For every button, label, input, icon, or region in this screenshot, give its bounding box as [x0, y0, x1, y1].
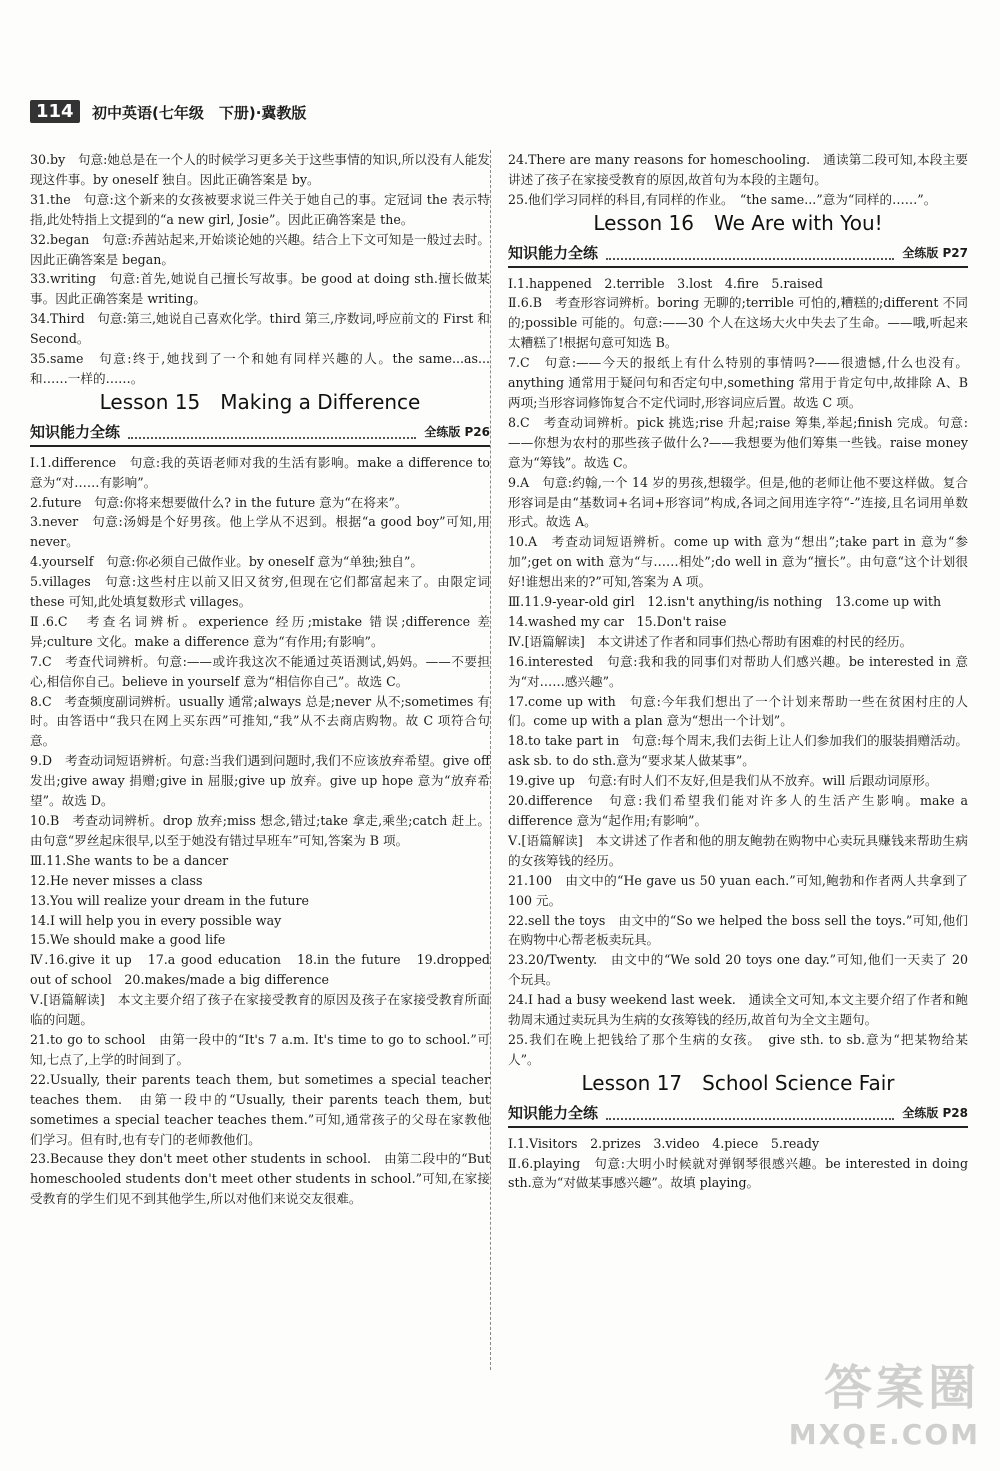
watermark-main: 答案圈: [823, 1360, 980, 1416]
answer-item: 3.never 句意:汤姆是个好男孩。他上学从不迟到。根据“a good boy”可知,用 never。: [30, 514, 490, 550]
answer-list: [508, 150, 968, 210]
book-title: 初中英语(七年级 下册)·冀教版: [92, 104, 307, 122]
answer-item: 20.difference 句意:我们希望我们能对许多人的生活产生影响。make a difference 意为“起作用;有影响”。: [508, 793, 968, 828]
answer-item: 22.sell the toys 由文中的“So we helped the boss sell the toys.”可知,他们在购物中心帮老板卖玩具。: [508, 912, 968, 948]
answer-item: Ⅳ.16.give it up 17.a good education 18.in the future 19.dropped out of school 20.makes/made a big difference: [30, 952, 490, 988]
answer-item: 14.washed my car 15.Don't raise: [508, 613, 727, 629]
section-title: 知识能力全练: [508, 243, 599, 262]
answer-item: 2.future 句意:你将来想要做什么? in the future 意为“在将来”。: [30, 494, 408, 510]
answer-item: Ⅴ.[语篇解读] 本文主要介绍了孩子在家接受教育的原因及孩子在家接受教育所面临的问题。: [30, 992, 490, 1028]
page-header: [30, 100, 970, 130]
section-title: 知识能力全练: [30, 422, 121, 441]
answer-item: Ⅱ.6.B 考查形容词辨析。boring 无聊的;terrible 可怕的,糟糕的;different 不同的;possible 可能的。句意:——30 个人在这场大火中失去了生命。——哦,听起来太糟糕了!根据句意可知选 B。: [508, 295, 968, 351]
answer-item: 5.villages 句意:这些村庄以前又旧又贫穷,但现在它们都富起来了。由限定词 these 可知,此处填复数形式 villages。: [30, 574, 490, 610]
answer-item: 7.C 句意:——今天的报纸上有什么特别的事情吗?——很遗憾,什么也没有。anything 通常用于疑问句和否定句中,something 常用于肯定句中,故排除 A、B 两项;当形容词修饰复合不定代词时,形容词应后置。故选 C 项。: [508, 355, 968, 410]
answer-item: 31.the 句意:这个新来的女孩被要求说三件关于她自己的事。定冠词 the 表示特指,此处特指上文提到的“a new girl, Josie”。因此正确答案是 the。: [30, 191, 490, 227]
answer-item: Ⅰ.1.Visitors 2.prizes 3.video 4.piece 5.ready: [508, 1135, 820, 1151]
answer-item: 15.We should make a good life: [30, 932, 226, 948]
answer-item: 25.他们学习同样的科目,有同样的作业。 “the same...”意为“同样的……”。: [508, 191, 937, 207]
answer-item: 16.interested 句意:我和我的同事们对帮助人们感兴趣。be interested in 意为“对……感兴趣”。: [508, 653, 968, 689]
right-column: [508, 150, 968, 1193]
section-header: [508, 1104, 968, 1128]
lesson-17-title: Lesson 17 School Science Fair: [581, 1070, 895, 1095]
answer-list: [30, 453, 490, 1209]
answer-item: Ⅱ.6.C 考查名词辨析。experience 经历;mistake 错误;difference 差异;culture 文化。make a difference 意为“有作用;有影响”。: [30, 613, 490, 649]
answer-item: 24.I had a busy weekend last week. 通读全文可知,本文主要介绍了作者和鲍勃周末通过卖玩具为生病的女孩筹钱的经历,故首句为全文主题句。: [508, 992, 968, 1028]
answer-item: 25.我们在晚上把钱给了那个生病的女孩。 give sth. to sb.意为“把某物给某人”。: [508, 1031, 968, 1067]
answer-item: 9.A 句意:约翰,一个 14 岁的男孩,想辍学。但是,他的老师让他不要这样做。复合形容词是由“基数词+名词+形容词”构成,各词之间用连字符“-”连接,且名词用单数形式。故选 A。: [508, 474, 968, 530]
answer-list: [508, 274, 968, 1070]
answer-item: 18.to take part in 句意:每个周末,我们去街上让人们参加我们的服装捐赠活动。ask sb. to do sth.意为“要求某人做某事”。: [508, 733, 968, 769]
answer-item: 33.writing 句意:首先,她说自己擅长写故事。be good at doing sth.擅长做某事。因此正确答案是 writing。: [30, 271, 490, 307]
answer-item: 35.same 句意:终于,她找到了一个和她有同样兴趣的人。the same...as... 和……一样的……。: [30, 351, 490, 386]
answer-item: 13.You will realize your dream in the future: [30, 892, 309, 908]
answer-item: Ⅳ.[语篇解读] 本文讲述了作者和同事们热心帮助有困难的村民的经历。: [508, 633, 913, 649]
section-header: [508, 244, 968, 268]
answer-item: Ⅱ.6.playing 句意:大明小时候就对弹钢琴很感兴趣。be interested in doing sth.意为“对做某事感兴趣”。故填 playing。: [508, 1155, 968, 1191]
dotted-leader: [606, 258, 894, 260]
answer-item: 23.20/Twenty. 由文中的“We sold 20 toys one day.”可知,他们一天卖了 20 个玩具。: [508, 952, 968, 988]
answer-item: 21.to go to school 由第一段中的“It's 7 a.m. It's time to go to school.”可知,七点了,上学的时间到了。: [30, 1031, 490, 1067]
section-ref: 全练版 P27: [902, 245, 968, 260]
answer-item: 32.began 句意:乔茜站起来,开始谈论她的兴趣。结合上下文可知是一般过去时。因此正确答案是 began。: [30, 231, 490, 267]
watermark-logo: [789, 1349, 980, 1451]
watermark-sub: MXQE.COM: [788, 1418, 980, 1451]
answer-item: 21.100 由文中的“He gave us 50 yuan each.”可知,鲍勃和作者两人共拿到了 100 元。: [508, 872, 968, 908]
answer-item: Ⅰ.1.happened 2.terrible 3.lost 4.fire 5.raised: [508, 275, 823, 291]
answer-item: 23.Because they don't meet other students in school. 由第二段中的“But homeschooled students don't meet other students in school.”可知,在家接受教育的学生们见不到其他学生,所以对他们来说交友很难。: [30, 1151, 490, 1207]
section-title: 知识能力全练: [508, 1103, 599, 1122]
left-column: [30, 150, 490, 1209]
answer-item: Ⅴ.[语篇解读] 本文讲述了作者和他的朋友鲍勃在购物中心卖玩具赚钱来帮助生病的女孩筹钱的经历。: [508, 832, 968, 868]
answer-item: 12.He never misses a class: [30, 872, 203, 888]
answer-item: Ⅰ.1.difference 句意:我的英语老师对我的生活有影响。make a difference to 意为“对……有影响”。: [30, 454, 490, 490]
answer-item: 19.give up 句意:有时人们不友好,但是我们从不放弃。will 后跟动词原形。: [508, 773, 938, 789]
dotted-leader: [606, 1118, 894, 1120]
answer-item: 17.come up with 句意:今年我们想出了一个计划来帮助一些在贫困村庄的人们。come up with a plan 意为“想出一个计划”。: [508, 693, 968, 729]
section-header: [30, 423, 490, 447]
lesson-15-title: Lesson 15 Making a Difference: [99, 389, 421, 414]
dotted-leader: [128, 437, 416, 439]
answer-list: [508, 1134, 968, 1194]
answer-item: 10.B 考查动词辨析。drop 放弃;miss 想念,错过;take 拿走,乘坐;catch 赶上。由句意“罗丝起床很早,以至于她没有错过早班车”可知,答案为 B 项。: [30, 813, 490, 848]
answer-item: 9.D 考查动词短语辨析。句意:当我们遇到问题时,我们不应该放弃希望。give off 发出;give away 捐赠;give in 屈服;give up 放弃。give up hope 意为“放弃希望”。故选 D。: [30, 753, 490, 809]
answer-item: Ⅲ.11.She wants to be a dancer: [30, 852, 229, 868]
answer-item: 10.A 考查动词短语辨析。come up with 意为“想出”;take part in 意为“参加”;get on with 意为“与……相处”;do well in 意为“擅长”。由句意“这个计划很好!谁想出来的?”可知,答案为 A 项。: [508, 534, 968, 590]
page-number: 114: [30, 100, 80, 123]
answer-item: 4.yourself 句意:你必须自己做作业。by oneself 意为“单独;独自”。: [30, 554, 424, 570]
answer-item: 8.C 考查动词辨析。pick 挑选;rise 升起;raise 筹集,举起;finish 完成。句意:——你想为农村的那些孩子做什么?——我想要为他们筹集一些钱。raise money 意为“筹钱”。故选 C。: [508, 414, 968, 470]
answer-item: 24.There are many reasons for homeschooling. 通读第二段可知,本段主要讲述了孩子在家接受教育的原因,故首句为本段的主题句。: [508, 152, 968, 187]
answer-item: Ⅲ.11.9-year-old girl 12.isn't anything/is nothing 13.come up with: [508, 594, 942, 610]
section-ref: 全练版 P26: [424, 424, 490, 439]
column-divider: [490, 150, 491, 1370]
answer-item: 22.Usually, their parents teach them, but sometimes a special teacher teaches them. 由第一段中的“Usually, their parents teach them, but sometimes a special teacher teaches them.”可知,通常孩子的父母在家教他们学习。但有时,也有专门的老师教他们。: [30, 1071, 490, 1147]
answer-item: 30.by 句意:她总是在一个人的时候学习更多关于这些事情的知识,所以没有人能发现这件事。by oneself 独自。因此正确答案是 by。: [30, 152, 490, 187]
section-ref: 全练版 P28: [902, 1105, 968, 1120]
answer-item: 8.C 考查频度副词辨析。usually 通常;always 总是;never 从不;sometimes 有时。由答语中“我只在网上买东西”可推知,“我”从不去商店购物。故 C 项符合句意。: [30, 693, 490, 749]
answer-list: [30, 150, 490, 389]
answer-item: 7.C 考查代词辨析。句意:——或许我这次不能通过英语测试,妈妈。——不要担心,相信你自己。believe in yourself 意为“相信你自己”。故选 C。: [30, 653, 490, 689]
lesson-16-title: Lesson 16 We Are with You!: [593, 210, 883, 235]
answer-item: 34.Third 句意:第三,她说自己喜欢化学。third 第三,序数词,呼应前文的 First 和 Second。: [30, 311, 490, 347]
answer-item: 14.I will help you in every possible way: [30, 912, 282, 928]
